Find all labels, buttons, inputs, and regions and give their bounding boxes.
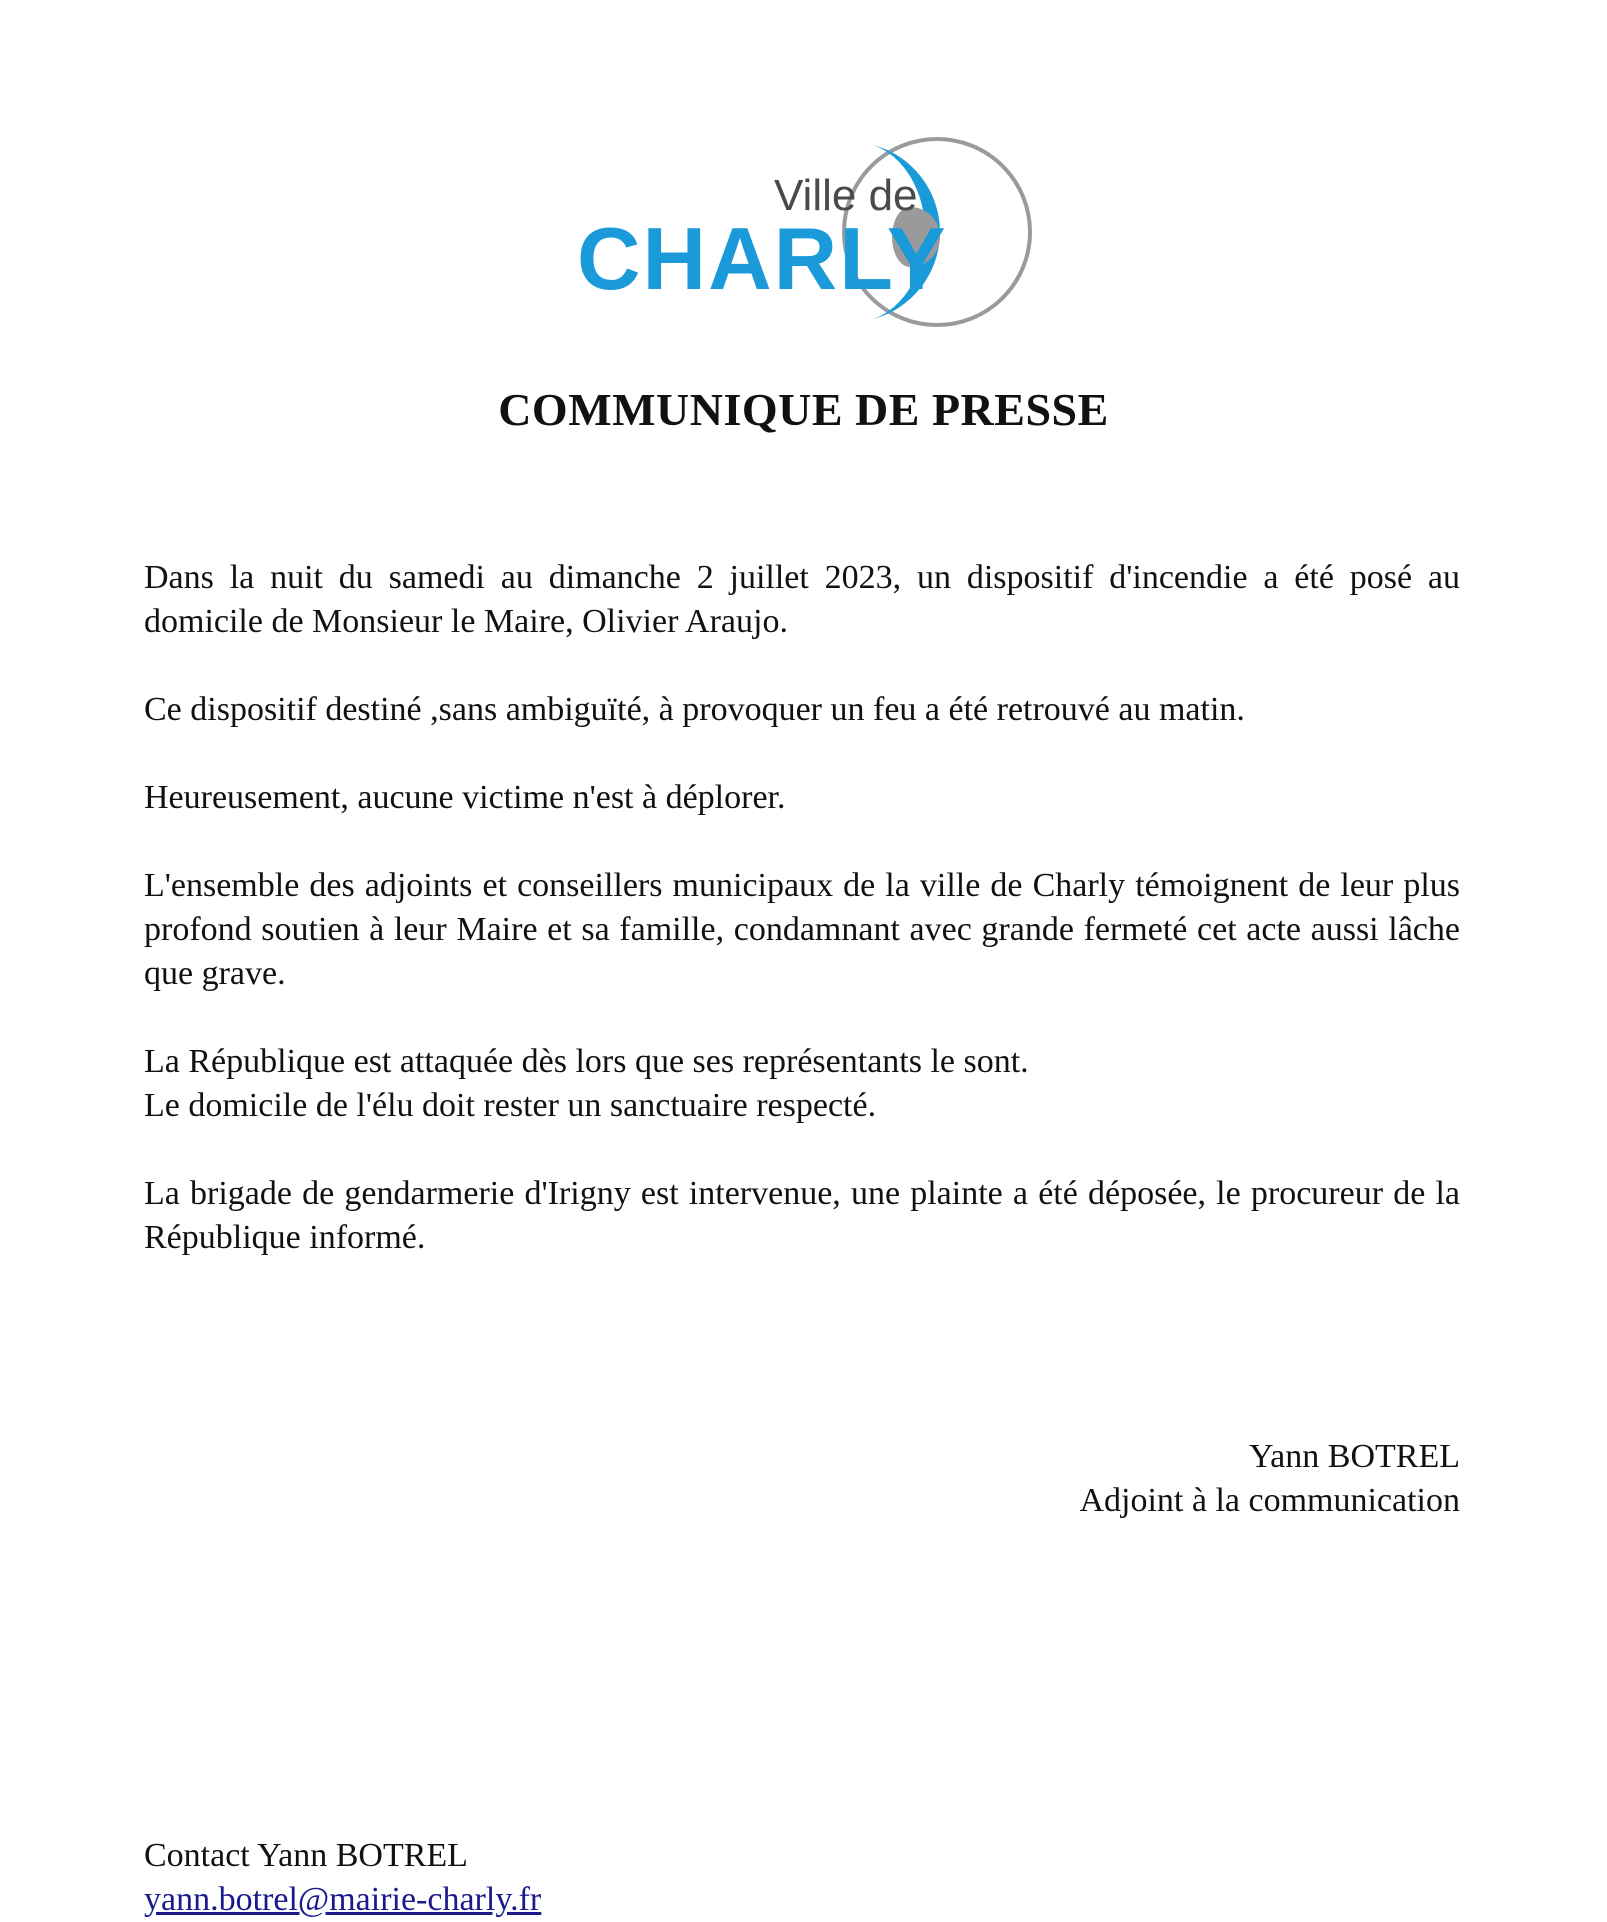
- contact-email-link[interactable]: yann.botrel@mairie-charly.fr: [144, 1881, 542, 1918]
- contact-block: [144, 1834, 541, 1922]
- logo-ville-de-text: Ville de: [774, 171, 918, 220]
- paragraph-no-victim: Heureusement, aucune victime n'est à déplorer.: [144, 779, 786, 816]
- page-title: COMMUNIQUE DE PRESSE: [498, 384, 1109, 435]
- ville-de-charly-logo: [575, 135, 1050, 335]
- republic-line-2: Le domicile de l'élu doit rester un sanctuaire respecté.: [144, 1087, 877, 1124]
- logo-charly-text: CHARLY: [577, 209, 948, 308]
- charly-logo-graphic: [575, 135, 1050, 335]
- signatory-name: Yann BOTREL: [1249, 1438, 1460, 1475]
- paragraph-incident: Dans la nuit du samedi au dimanche 2 juillet 2023, un dispositif d'incendie a été posé au domicile de Monsieur le Maire, Olivier Araujo.: [144, 559, 1460, 640]
- press-release-body: [144, 556, 1460, 1304]
- paragraph-republic: [144, 1040, 1460, 1128]
- signatory-role: Adjoint à la communication: [1079, 1482, 1460, 1519]
- paragraph-support: L'ensemble des adjoints et conseillers municipaux de la ville de Charly témoignent de leur plus profond soutien à leur Maire et sa famille, condamnant avec grande fermeté cet acte aussi lâche que grave.: [144, 867, 1460, 992]
- signature-block: [1079, 1435, 1460, 1523]
- contact-label: Contact Yann BOTREL: [144, 1837, 468, 1874]
- republic-line-1: La République est attaquée dès lors que ses représentants le sont.: [144, 1043, 1029, 1080]
- paragraph-device-found: Ce dispositif destiné ,sans ambiguïté, à provoquer un feu a été retrouvé au matin.: [144, 691, 1245, 728]
- paragraph-gendarmerie: La brigade de gendarmerie d'Irigny est intervenue, une plainte a été déposée, le procureur de la République informé.: [144, 1175, 1460, 1256]
